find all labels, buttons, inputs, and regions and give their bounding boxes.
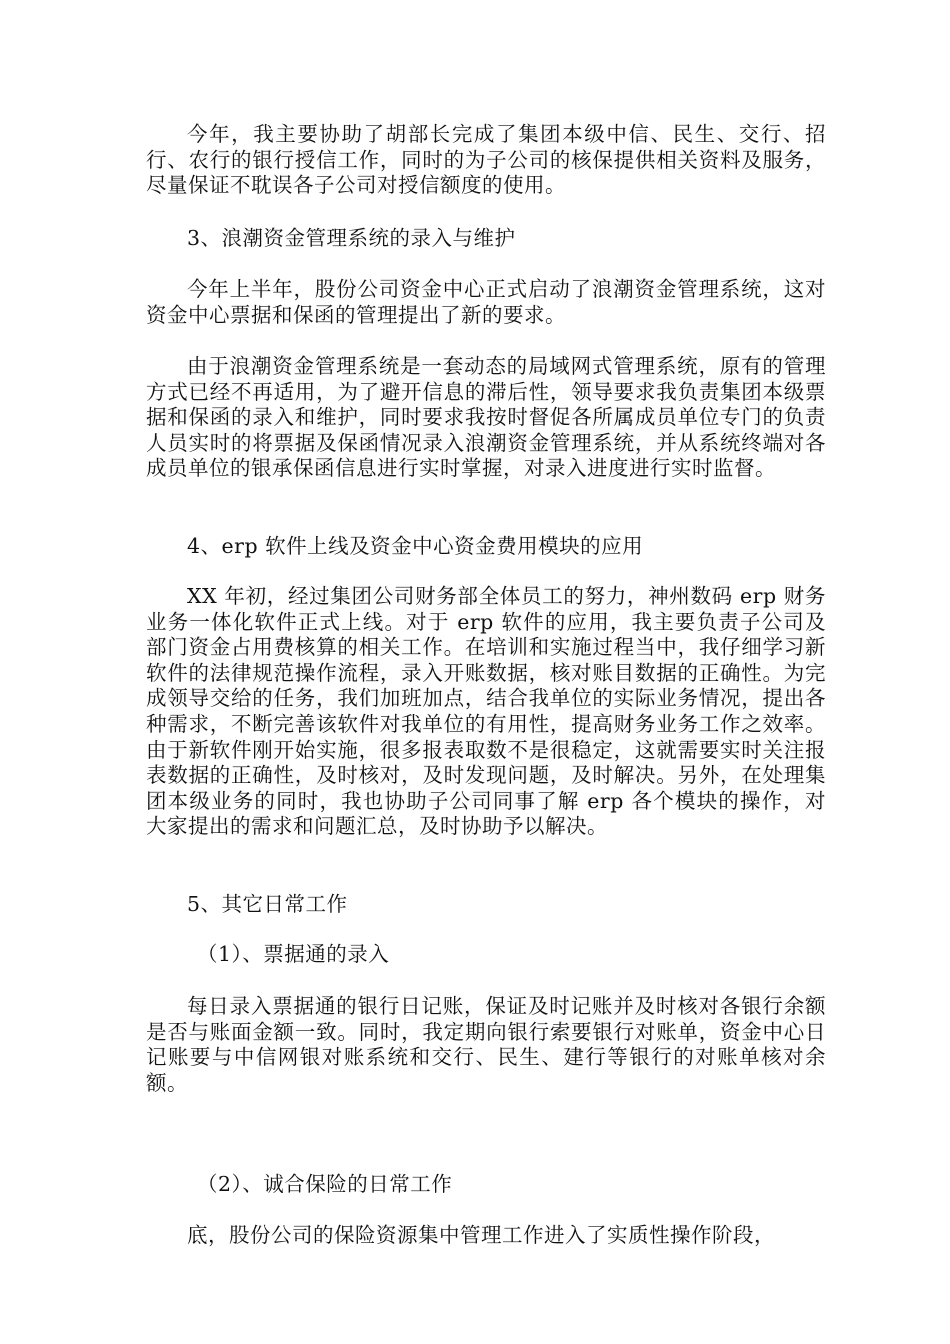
- heading-section-4: 4、erp 软件上线及资金中心资金费用模块的应用: [187, 534, 644, 558]
- paragraph-credit-work: 今年，我主要协助了胡部长完成了集团本级中信、民生、交行、招行、农行的银行授信工作，同时的为子公司的核保提供相关资料及服务，尽量保证不耽误各子公司对授信额度的使用。: [146, 122, 826, 198]
- heading-section-3: 3、浪潮资金管理系统的录入与维护: [187, 226, 516, 250]
- heading-section-5: 5、其它日常工作: [187, 892, 348, 916]
- paragraph-insurance: 底，股份公司的保险资源集中管理工作进入了实质性操作阶段，: [187, 1223, 775, 1247]
- heading-subsection-2: （2）、诚合保险的日常工作: [197, 1172, 453, 1196]
- paragraph-langchao-intro: 今年上半年，股份公司资金中心正式启动了浪潮资金管理系统，这对资金中心票据和保函的管理提出了新的要求。: [146, 277, 826, 327]
- paragraph-piaojutong: 每日录入票据通的银行日记账，保证及时记账并及时核对各银行余额是否与账面金额一致。同时，我定期向银行索要银行对账单，资金中心日记账要与中信网银对账系统和交行、民生、建行等银行的对账单核对余额。: [146, 994, 826, 1095]
- paragraph-langchao-details: 由于浪潮资金管理系统是一套动态的局域网式管理系统，原有的管理方式已经不再适用，为了避开信息的滞后性，领导要求我负责集团本级票据和保函的录入和维护，同时要求我按时督促各所属成员单位专门的负责人员实时的将票据及保函情况录入浪潮资金管理系统，并从系统终端对各成员单位的银承保函信息进行实时掌握，对录入进度进行实时监督。: [146, 354, 826, 481]
- heading-subsection-1: （1）、票据通的录入: [197, 942, 390, 966]
- paragraph-erp-details: XX 年初，经过集团公司财务部全体员工的努力，神州数码 erp 财务业务一体化软件正式上线。对于 erp 软件的应用，我主要负责子公司及部门资金占用费核算的相关工作。在培训和实施过程当中，我仔细学习新软件的法律规范操作流程，录入开账数据，核对账目数据的正确性。为完成领导交给的任务，我们加班加点，结合我单位的实际业务情况，提出各种需求，不断完善该软件对我单位的有用性，提高财务业务工作之效率。由于新软件刚开始实施，很多报表取数不是很稳定，这就需要实时关注报表数据的正确性，及时核对，及时发现问题，及时解决。另外，在处理集团本级业务的同时，我也协助子公司同事了解 erp 各个模块的操作，对大家提出的需求和问题汇总，及时协助予以解决。: [146, 584, 826, 839]
